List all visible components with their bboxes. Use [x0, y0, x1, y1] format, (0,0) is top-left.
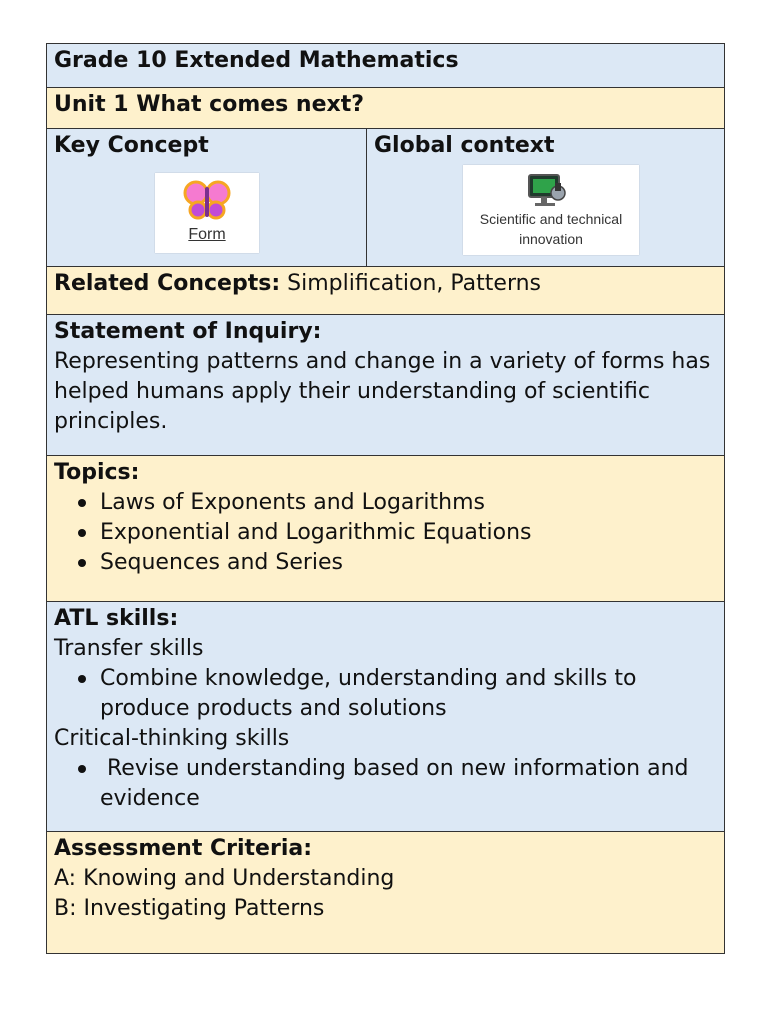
- atl-group-name: Transfer skills: [54, 636, 204, 661]
- butterfly-icon: [183, 179, 231, 223]
- statement-of-inquiry-row: [47, 315, 725, 456]
- assessment-criterion: B: Investigating Patterns: [54, 896, 325, 921]
- topic-item: Laws of Exponents and Logarithms: [100, 488, 717, 518]
- atl-skills-row: [47, 602, 725, 832]
- topics-list: [54, 488, 717, 578]
- topic-item: Exponential and Logarithmic Equations: [100, 518, 717, 548]
- related-concepts-cell: [47, 267, 725, 315]
- key-concept-label[interactable]: Form: [188, 226, 226, 243]
- computer-telescope-icon: [527, 173, 567, 207]
- global-context-heading: Global context: [374, 133, 555, 158]
- related-concepts-row: [47, 267, 725, 315]
- global-context-label: Scientific and technical innovation: [479, 211, 623, 247]
- unit-title-row: [47, 88, 725, 129]
- atl-group-name: Critical-thinking skills: [54, 726, 290, 751]
- topic-item: Sequences and Series: [100, 548, 717, 578]
- assessment-cell: [47, 832, 725, 954]
- course-title-row: [47, 44, 725, 88]
- key-concept-card: [155, 173, 259, 253]
- atl-skill-item: Combine knowledge, understanding and skills to produce products and solutions: [100, 664, 717, 724]
- statement-of-inquiry-heading: Statement of Inquiry:: [54, 319, 322, 344]
- unit-planner-table: [46, 43, 725, 954]
- key-concept-cell: [47, 129, 367, 267]
- topics-heading: Topics:: [54, 460, 140, 485]
- topics-cell: [47, 456, 725, 602]
- assessment-criterion: A: Knowing and Understanding: [54, 866, 395, 891]
- assessment-row: [47, 832, 725, 954]
- atl-skill-list: [54, 664, 717, 724]
- atl-skills-cell: [47, 602, 725, 832]
- atl-skill-list: [54, 754, 717, 814]
- atl-skill-item: Revise understanding based on new information and evidence: [100, 754, 717, 814]
- course-title: Grade 10 Extended Mathematics: [47, 44, 725, 88]
- concepts-row: [47, 129, 725, 267]
- global-context-cell: [367, 129, 725, 267]
- topics-row: [47, 456, 725, 602]
- atl-skills-heading: ATL skills:: [54, 606, 179, 631]
- related-concepts-heading: Related Concepts:: [54, 271, 281, 296]
- related-concepts-value: Simplification, Patterns: [280, 271, 542, 296]
- assessment-heading: Assessment Criteria:: [54, 836, 313, 861]
- statement-of-inquiry-cell: [47, 315, 725, 456]
- key-concept-heading: Key Concept: [54, 133, 209, 158]
- global-context-card: [463, 165, 639, 255]
- statement-of-inquiry-text: Representing patterns and change in a variety of forms has helped humans apply their understanding of scientific principles.: [54, 349, 711, 434]
- unit-title: Unit 1 What comes next?: [47, 88, 725, 129]
